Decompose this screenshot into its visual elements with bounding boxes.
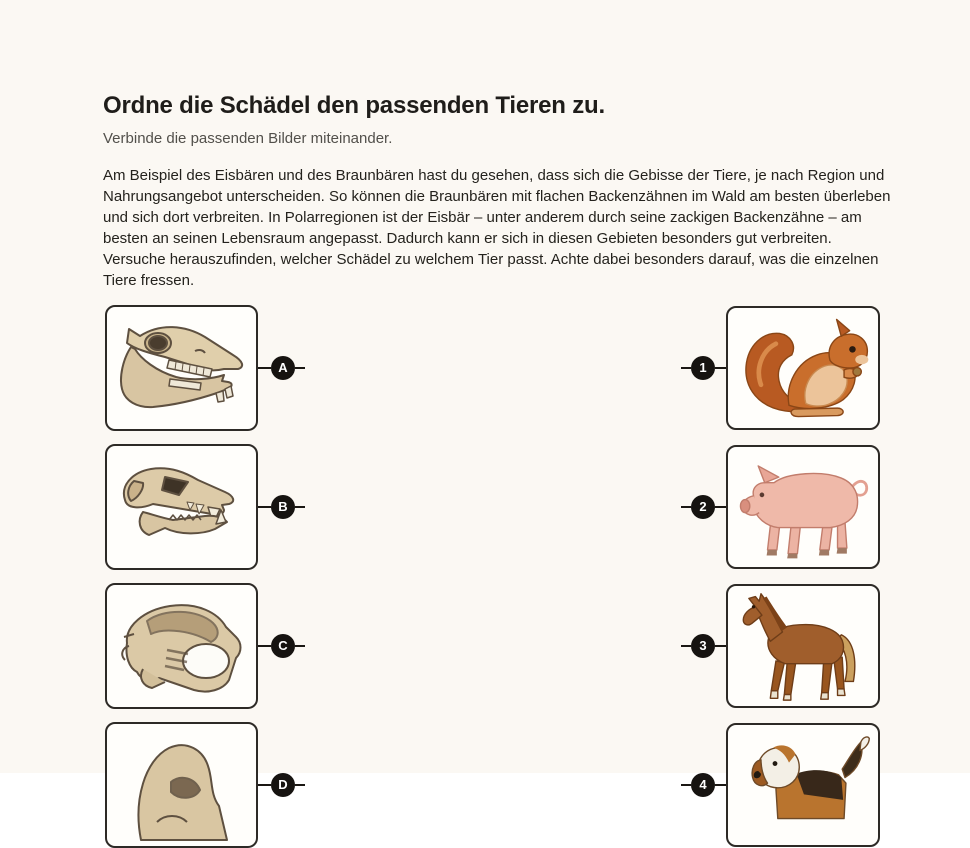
connector-stub: [295, 506, 305, 508]
connector-skull-a: [258, 356, 305, 380]
animal-card-2[interactable]: [726, 445, 880, 569]
partial-skull-image: [113, 730, 250, 840]
animal-card-1[interactable]: [726, 306, 880, 430]
connector-stub: [681, 506, 691, 508]
connector-stub: [681, 645, 691, 647]
skull-card-b[interactable]: [105, 444, 258, 570]
connector-skull-d: [258, 773, 305, 797]
connector-animal-2: [681, 495, 726, 519]
connector-stub: [681, 784, 691, 786]
match-node-b[interactable]: B: [271, 495, 295, 519]
connector-line: [258, 645, 271, 647]
match-node-c[interactable]: C: [271, 634, 295, 658]
connector-stub: [295, 645, 305, 647]
intro-text: [103, 165, 897, 291]
connector-line: [715, 784, 726, 786]
skull-card-d[interactable]: [105, 722, 258, 848]
match-node-3[interactable]: 3: [691, 634, 715, 658]
match-node-2[interactable]: 2: [691, 495, 715, 519]
animal-card-4[interactable]: [726, 723, 880, 847]
connector-stub: [295, 784, 305, 786]
match-node-a[interactable]: A: [271, 356, 295, 380]
pig-image: [733, 451, 873, 563]
animal-card-3[interactable]: [726, 584, 880, 708]
intro-paragraph-2: Versuche herauszufinden, welcher Schädel zu welchem Tier passt. Achte dabei besonders darauf, was die einzelnen Tiere fressen.: [103, 251, 879, 289]
connector-stub: [295, 367, 305, 369]
connector-line: [258, 506, 271, 508]
skull-card-c[interactable]: [105, 583, 258, 709]
connector-animal-3: [681, 634, 726, 658]
connector-stub: [681, 367, 691, 369]
carnivore-skull-image: [113, 452, 250, 562]
connector-line: [258, 784, 271, 786]
connector-line: [258, 367, 271, 369]
connector-line: [715, 506, 726, 508]
page-title: Ordne die Schädel den passenden Tieren zu.: [103, 92, 605, 119]
connector-line: [715, 367, 726, 369]
dog-image: [733, 729, 873, 841]
squirrel-image: [733, 312, 873, 424]
page-subtitle: Verbinde die passenden Bilder miteinander.: [103, 130, 393, 147]
rodent-skull-image: [113, 591, 250, 701]
horse-image: [733, 590, 873, 702]
match-node-d[interactable]: D: [271, 773, 295, 797]
connector-skull-b: [258, 495, 305, 519]
connector-animal-1: [681, 356, 726, 380]
connector-skull-c: [258, 634, 305, 658]
match-node-4[interactable]: 4: [691, 773, 715, 797]
intro-paragraph-1: Am Beispiel des Eisbären und des Braunbären hast du gesehen, dass sich die Gebisse der Tiere, je nach Region und Nahrungsangebot unterscheiden. So können die Braunbären mit flachen Backenzähnen im Wald am besten überleben und sich dort verbreiten. In Polarregionen ist der Eisbär – unter anderem durch seine zackigen Backenzähne – am besten an seinen Lebensraum angepasst. Dadurch kann er sich in diesen Gebieten besonders gut verbreiten.: [103, 167, 891, 247]
horse-skull-image: [113, 313, 250, 423]
connector-animal-4: [681, 773, 726, 797]
match-node-1[interactable]: 1: [691, 356, 715, 380]
skull-card-a[interactable]: [105, 305, 258, 431]
connector-line: [715, 645, 726, 647]
